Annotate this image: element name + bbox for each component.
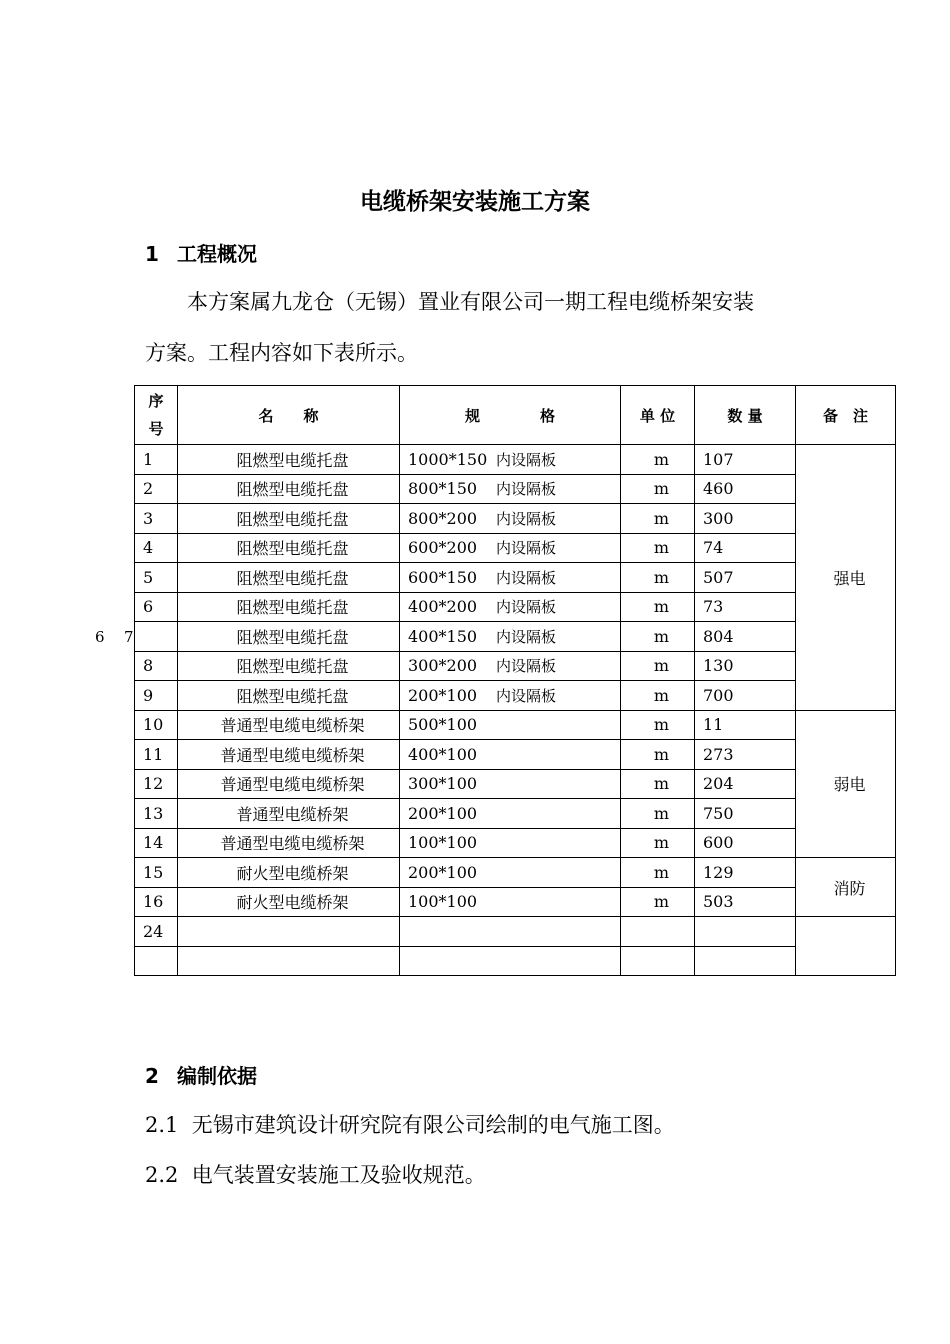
cell-name: 阻燃型电缆托盘 — [178, 474, 400, 504]
cell-qty — [695, 946, 796, 976]
table-row — [135, 592, 896, 622]
cell-qty: 507 — [695, 563, 796, 593]
cell-qty — [695, 917, 796, 947]
cell-spec — [400, 474, 621, 504]
cell-seq: 3 — [135, 504, 178, 534]
cell-qty: 300 — [695, 504, 796, 534]
section-1-number: 1 — [145, 242, 159, 266]
cell-qty: 750 — [695, 799, 796, 829]
cell-unit: m — [621, 740, 695, 770]
basis-item-1 — [145, 1109, 675, 1139]
section-2-number: 2 — [145, 1064, 159, 1088]
cell-remark: 弱电 — [796, 710, 896, 858]
cell-seq — [135, 622, 178, 652]
cell-spec — [400, 622, 621, 652]
cell-name — [178, 946, 400, 976]
cell-spec — [400, 917, 621, 947]
cell-seq: 8 — [135, 651, 178, 681]
spec-size: 200*100 — [408, 803, 478, 823]
cell-spec — [400, 445, 621, 475]
intro-line-2: 方案。工程内容如下表所示。 — [145, 341, 418, 365]
section-2-heading — [145, 1060, 257, 1089]
cell-qty: 460 — [695, 474, 796, 504]
spec-note: 内设隔板 — [496, 509, 557, 528]
cell-seq: 24 — [135, 917, 178, 947]
cell-spec — [400, 592, 621, 622]
basis-item-2-text: 电气装置安装施工及验收规范。 — [191, 1163, 486, 1187]
cell-spec — [400, 858, 621, 888]
spec-size: 400*100 — [408, 744, 478, 764]
cable-tray-table — [134, 385, 896, 976]
table-row — [135, 887, 896, 917]
spec-size: 400*150 — [408, 626, 478, 646]
basis-item-2 — [145, 1159, 486, 1189]
cell-remark — [796, 917, 896, 976]
header-unit: 单 位 — [621, 386, 695, 445]
cell-unit: m — [621, 828, 695, 858]
cell-spec — [400, 828, 621, 858]
cell-seq: 16 — [135, 887, 178, 917]
table-row — [135, 445, 896, 475]
cell-unit: m — [621, 651, 695, 681]
cell-spec — [400, 504, 621, 534]
spec-size: 100*100 — [408, 833, 478, 853]
cell-seq: 15 — [135, 858, 178, 888]
cell-name: 阻燃型电缆托盘 — [178, 592, 400, 622]
cell-name: 普通型电缆桥架 — [178, 799, 400, 829]
table-row — [135, 533, 896, 563]
cell-unit: m — [621, 504, 695, 534]
cell-spec — [400, 533, 621, 563]
cell-unit: m — [621, 681, 695, 711]
cell-unit: m — [621, 799, 695, 829]
header-spec: 规 格 — [400, 386, 621, 445]
cell-seq: 14 — [135, 828, 178, 858]
cell-spec — [400, 651, 621, 681]
table-row — [135, 769, 896, 799]
cell-name: 耐火型电缆桥架 — [178, 887, 400, 917]
cell-qty: 600 — [695, 828, 796, 858]
table-row — [135, 946, 896, 976]
cell-seq: 13 — [135, 799, 178, 829]
cell-seq: 5 — [135, 563, 178, 593]
basis-item-2-number: 2.2 — [145, 1163, 179, 1187]
cell-seq: 2 — [135, 474, 178, 504]
cell-name: 阻燃型电缆托盘 — [178, 533, 400, 563]
cell-unit: m — [621, 887, 695, 917]
stray-number-7: 7 — [124, 628, 134, 646]
cell-unit: m — [621, 710, 695, 740]
cell-name — [178, 917, 400, 947]
section-1-heading — [145, 238, 257, 267]
cell-name: 普通型电缆电缆桥架 — [178, 769, 400, 799]
cell-qty: 503 — [695, 887, 796, 917]
cell-unit: m — [621, 858, 695, 888]
table-row — [135, 740, 896, 770]
cell-seq: 6 — [135, 592, 178, 622]
cell-seq: 9 — [135, 681, 178, 711]
cell-seq: 12 — [135, 769, 178, 799]
cell-name: 普通型电缆电缆桥架 — [178, 710, 400, 740]
spec-note: 内设隔板 — [496, 480, 557, 499]
cell-unit: m — [621, 533, 695, 563]
cell-unit: m — [621, 769, 695, 799]
spec-note: 内设隔板 — [496, 539, 557, 558]
cell-remark: 消防 — [796, 858, 896, 917]
cell-seq: 4 — [135, 533, 178, 563]
table-row — [135, 504, 896, 534]
spec-note: 内设隔板 — [496, 657, 557, 676]
section-1-title: 工程概况 — [177, 242, 257, 266]
spec-size: 500*100 — [408, 715, 478, 735]
header-seq: 序 号 — [135, 386, 178, 445]
table-row — [135, 917, 896, 947]
table-row — [135, 681, 896, 711]
cell-unit: m — [621, 474, 695, 504]
cell-unit — [621, 917, 695, 947]
cell-spec — [400, 740, 621, 770]
spec-size: 800*200 — [408, 508, 478, 528]
spec-size: 300*200 — [408, 656, 478, 676]
spec-size: 200*100 — [408, 685, 478, 705]
spec-size: 800*150 — [408, 479, 478, 499]
spec-size: 200*100 — [408, 862, 478, 882]
cell-spec — [400, 681, 621, 711]
cell-name: 阻燃型电缆托盘 — [178, 445, 400, 475]
table-header-row — [135, 386, 896, 445]
document-title: 电缆桥架安装施工方案 — [360, 189, 590, 215]
cell-qty: 204 — [695, 769, 796, 799]
table-row — [135, 651, 896, 681]
table-row — [135, 563, 896, 593]
cell-spec — [400, 563, 621, 593]
cell-spec — [400, 769, 621, 799]
spec-size: 600*150 — [408, 567, 478, 587]
cell-name: 阻燃型电缆托盘 — [178, 504, 400, 534]
cell-seq: 1 — [135, 445, 178, 475]
cell-qty: 73 — [695, 592, 796, 622]
spec-size: 1000*150 — [408, 449, 488, 469]
spec-size: 100*100 — [408, 892, 478, 912]
cell-qty: 273 — [695, 740, 796, 770]
stray-number-6: 6 — [95, 628, 105, 646]
cell-remark: 强电 — [796, 445, 896, 711]
cell-seq — [135, 946, 178, 976]
spec-size: 400*200 — [408, 597, 478, 617]
cell-qty: 804 — [695, 622, 796, 652]
spec-note: 内设隔板 — [496, 686, 557, 705]
cell-qty: 130 — [695, 651, 796, 681]
basis-item-1-number: 2.1 — [145, 1113, 179, 1137]
cell-seq: 10 — [135, 710, 178, 740]
cell-seq: 11 — [135, 740, 178, 770]
cell-unit: m — [621, 445, 695, 475]
table-row — [135, 828, 896, 858]
spec-note: 内设隔板 — [496, 450, 557, 469]
spec-note: 内设隔板 — [496, 598, 557, 617]
spec-note: 内设隔板 — [496, 627, 557, 646]
cell-name: 耐火型电缆桥架 — [178, 858, 400, 888]
cell-unit: m — [621, 563, 695, 593]
section-2-title: 编制依据 — [177, 1064, 257, 1088]
cell-spec — [400, 946, 621, 976]
spec-note: 内设隔板 — [496, 568, 557, 587]
cell-qty: 129 — [695, 858, 796, 888]
header-qty: 数 量 — [695, 386, 796, 445]
cell-name: 阻燃型电缆托盘 — [178, 563, 400, 593]
cell-name: 阻燃型电缆托盘 — [178, 651, 400, 681]
table-row — [135, 710, 896, 740]
cell-spec — [400, 799, 621, 829]
spec-size: 300*100 — [408, 774, 478, 794]
cell-name: 阻燃型电缆托盘 — [178, 681, 400, 711]
header-name: 名 称 — [178, 386, 400, 445]
intro-line-1: 本方案属九龙仓（无锡）置业有限公司一期工程电缆桥架安装 — [187, 290, 754, 314]
header-remark: 备 注 — [796, 386, 896, 445]
table-row — [135, 858, 896, 888]
table-row — [135, 474, 896, 504]
cell-name: 阻燃型电缆托盘 — [178, 622, 400, 652]
cell-spec — [400, 710, 621, 740]
cell-spec — [400, 887, 621, 917]
table-row — [135, 622, 896, 652]
cell-name: 普通型电缆电缆桥架 — [178, 828, 400, 858]
cell-unit — [621, 946, 695, 976]
spec-size: 600*200 — [408, 538, 478, 558]
basis-item-1-text: 无锡市建筑设计研究院有限公司绘制的电气施工图。 — [191, 1113, 675, 1137]
cell-unit: m — [621, 622, 695, 652]
cell-qty: 700 — [695, 681, 796, 711]
cell-qty: 11 — [695, 710, 796, 740]
cell-unit: m — [621, 592, 695, 622]
cell-name: 普通型电缆电缆桥架 — [178, 740, 400, 770]
cell-qty: 74 — [695, 533, 796, 563]
table-row — [135, 799, 896, 829]
cell-qty: 107 — [695, 445, 796, 475]
